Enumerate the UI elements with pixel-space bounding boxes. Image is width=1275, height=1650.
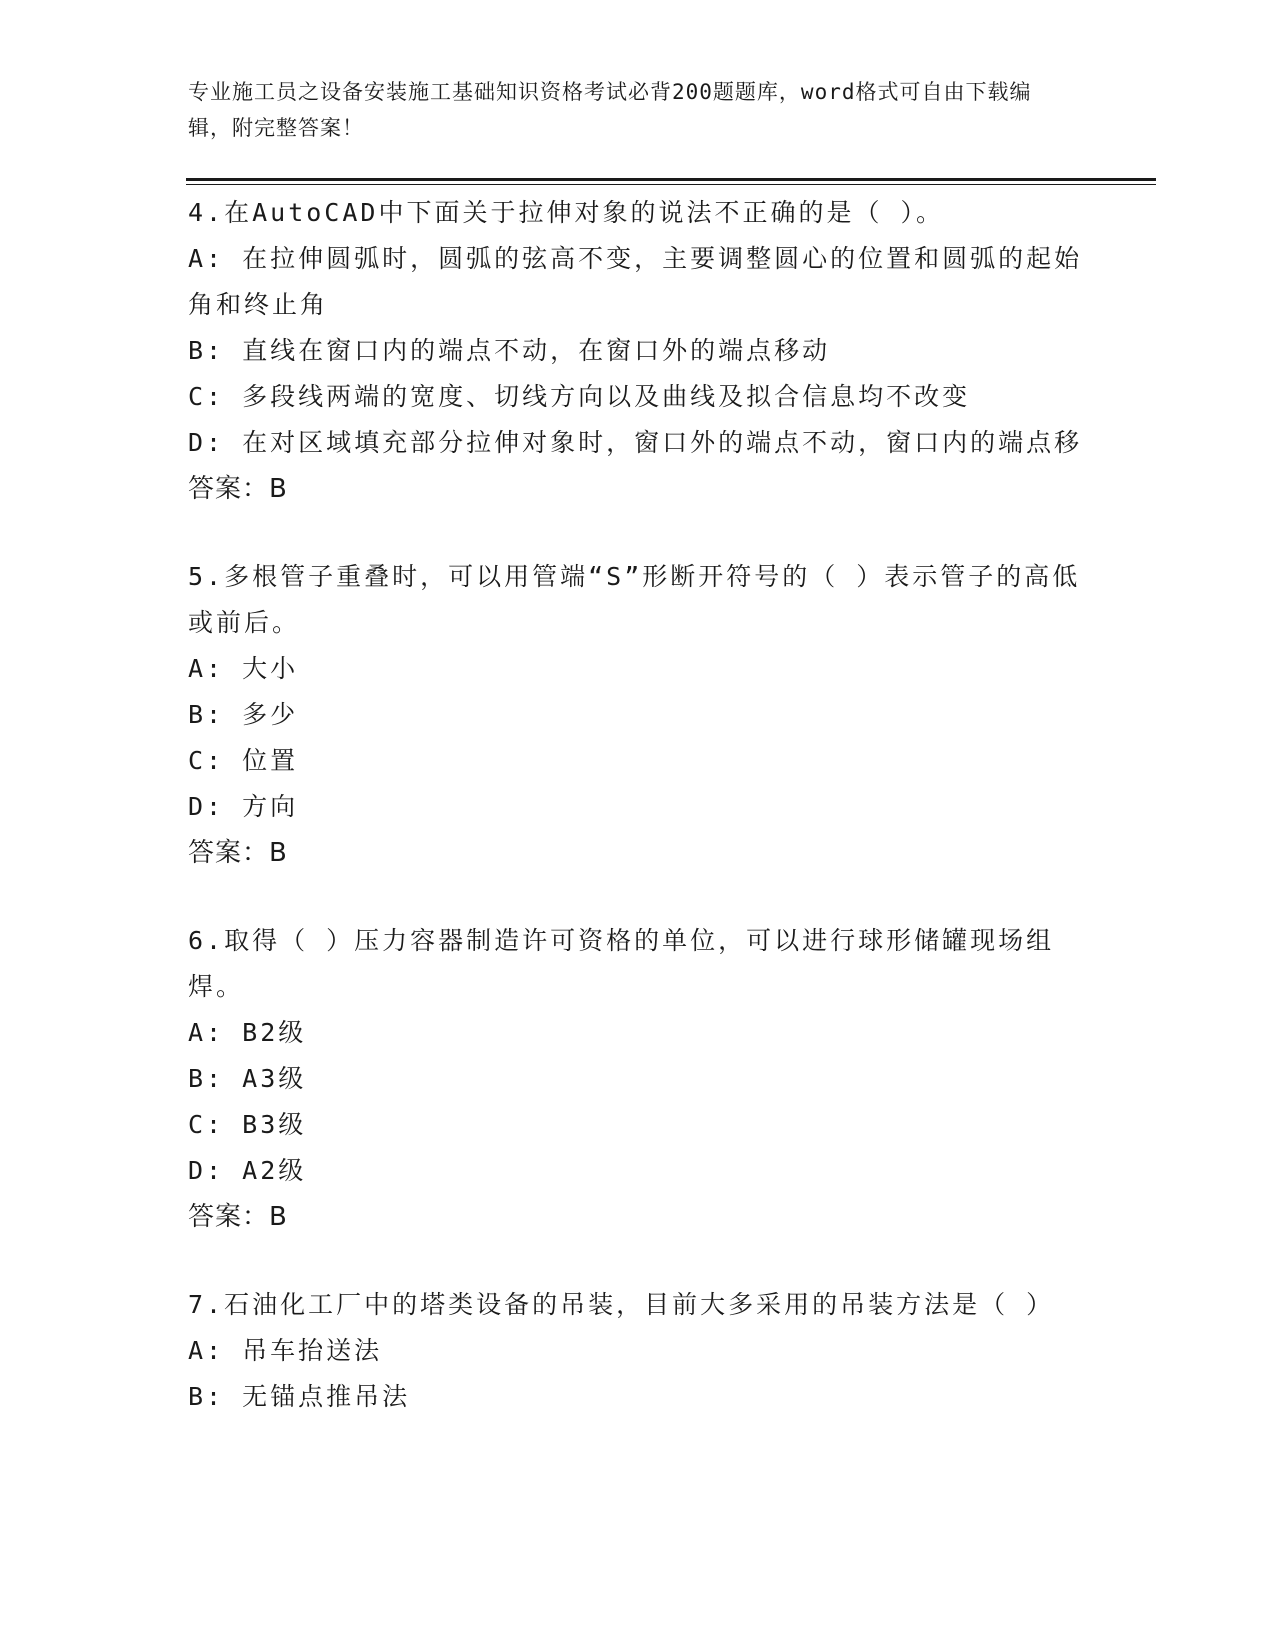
- header-divider-thick: [186, 178, 1156, 181]
- option-b: B: A3级: [188, 1064, 307, 1093]
- option-a: A: 吊车抬送法: [188, 1336, 383, 1365]
- question-4: [188, 190, 1088, 512]
- option-d: D: A2级: [188, 1156, 307, 1185]
- option-c: C: 位置: [188, 746, 299, 775]
- option-a: A: 在拉伸圆弧时，圆弧的弦高不变，主要调整圆心的位置和圆弧的起始角和终止角: [188, 244, 1083, 319]
- question-stem: 7.石油化工厂中的塔类设备的吊装，目前大多采用的吊装方法是（ ）: [188, 1290, 1055, 1319]
- option-b: B: 直线在窗口内的端点不动，在窗口外的端点移动: [188, 336, 831, 365]
- option-c: C: B3级: [188, 1110, 307, 1139]
- question-5: [188, 554, 1088, 876]
- question-6: [188, 918, 1088, 1240]
- answer-line: 答案：B: [188, 474, 288, 504]
- answer-line: 答案：B: [188, 1202, 288, 1232]
- question-list: [188, 190, 1088, 1462]
- question-stem: 5.多根管子重叠时，可以用管端“S”形断开符号的（ ）表示管子的高低或前后。: [188, 562, 1081, 637]
- question-stem: 6.取得（ ）压力容器制造许可资格的单位，可以进行球形储罐现场组焊。: [188, 926, 1055, 1001]
- option-c: C: 多段线两端的宽度、切线方向以及曲线及拟合信息均不改变: [188, 382, 971, 411]
- answer-line: 答案：B: [188, 838, 288, 868]
- option-d: D: 方向: [188, 792, 299, 821]
- question-stem: 4.在AutoCAD中下面关于拉伸对象的说法不正确的是（ ）。: [188, 198, 945, 227]
- option-b: B: 无锚点推吊法: [188, 1382, 411, 1411]
- document-header: 专业施工员之设备安装施工基础知识资格考试必背200题题库，word格式可自由下载编辑，附完整答案！: [188, 80, 1032, 140]
- option-b: B: 多少: [188, 700, 299, 729]
- header-divider-thin: [186, 184, 1156, 185]
- option-a: A: B2级: [188, 1018, 307, 1047]
- option-a: A: 大小: [188, 654, 299, 683]
- question-7: [188, 1282, 1088, 1420]
- option-d: D: 在对区域填充部分拉伸对象时，窗口外的端点不动，窗口内的端点移: [188, 428, 1083, 457]
